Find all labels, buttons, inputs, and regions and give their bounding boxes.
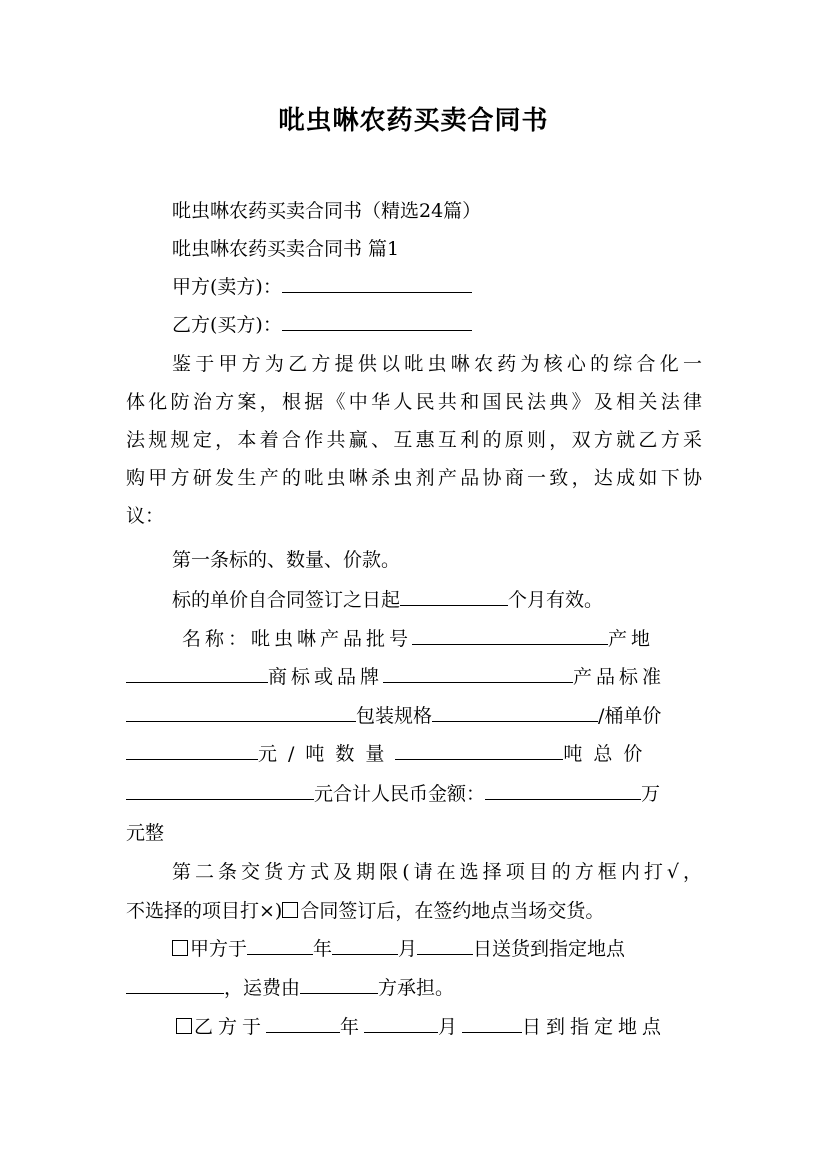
option-a-month: 月 [398, 938, 418, 960]
product-line-3 [126, 697, 702, 735]
product-line-5 [126, 775, 702, 813]
rmb-label: 元合计人民币金额： [314, 783, 486, 805]
origin-label: 产地 [608, 628, 655, 650]
origin-blank [126, 662, 268, 683]
product-line-1 [126, 620, 702, 658]
party-a-label: 甲方(卖方)： [172, 276, 282, 298]
checkbox-option-b[interactable] [176, 1018, 192, 1034]
option-b-year: 年 [340, 1016, 365, 1038]
checkbox-onsite-delivery[interactable] [282, 902, 298, 918]
option-a-freight-line [126, 969, 702, 1007]
product-name-label: 名称：吡虫啉产品批号 [182, 628, 413, 650]
party-b-label: 乙方(买方)： [172, 314, 282, 336]
per-ton-label: 元/吨数量 [258, 743, 396, 765]
validity-months-blank [400, 585, 508, 606]
unit-price-blank [126, 739, 258, 760]
rmb-amount-blank [485, 779, 641, 800]
unit-price-label: /桶单价 [598, 705, 662, 727]
intro-line-1: 鉴于甲方为乙方提供以吡虫啉农药为核心的综合化一 [172, 353, 702, 375]
article2-line-1: 第二条交货方式及期限(请在选择项目的方框内打√， [172, 861, 702, 883]
wan-label: 万 [641, 783, 661, 805]
standard-blank [126, 701, 356, 722]
validity-prefix: 标的单价自合同签订之日起 [172, 589, 401, 611]
option-a-location-blank [126, 973, 224, 994]
option-a-freight-suffix: 方承担。 [378, 977, 455, 999]
intro-line-5: 议： [126, 505, 165, 527]
checkbox-option-a[interactable] [172, 940, 188, 956]
option-a-month-blank [332, 934, 398, 955]
option-b-day-suffix: 日到指定地点 [522, 1016, 667, 1038]
intro-line-3: 法规规定，本着合作共赢、互惠互利的原则，双方就乙方采 [126, 429, 702, 451]
option-a-day-blank [417, 934, 473, 955]
option-a-year-blank [247, 934, 313, 955]
option-a-year: 年 [313, 938, 333, 960]
brand-blank [383, 662, 573, 683]
article1-heading: 第一条标的、数量、价款。 [172, 549, 401, 571]
article2-line2-suffix: 合同签订后，在签约地点当场交货。 [300, 900, 605, 922]
package-blank [432, 701, 598, 722]
party-a-line [126, 268, 702, 306]
validity-suffix: 个月有效。 [508, 589, 604, 611]
option-b-party: 乙方于 [194, 1016, 267, 1038]
validity-line [126, 581, 702, 619]
document-subtitle: 吡虫啉农药买卖合同书（精选24篇） [172, 200, 482, 222]
section-heading: 吡虫啉农药买卖合同书 篇1 [172, 238, 400, 260]
party-a-blank [282, 272, 472, 293]
package-label: 包装规格 [356, 705, 433, 727]
quantity-blank [395, 739, 563, 760]
batch-number-blank [412, 624, 608, 645]
total-price-blank [126, 779, 314, 800]
option-b-line [126, 1008, 702, 1046]
party-b-blank [282, 310, 472, 331]
product-line-2 [126, 658, 702, 696]
option-a-party: 甲方于 [190, 938, 248, 960]
option-a-freight-blank [300, 973, 378, 994]
option-b-month-blank [364, 1012, 438, 1033]
party-b-line [126, 306, 702, 344]
total-label: 吨总价 [563, 743, 654, 765]
article2-line2-prefix: 不选择的项目打×) [126, 900, 283, 922]
intro-line-2: 体化防治方案，根据《中华人民共和国民法典》及相关法律 [126, 391, 702, 413]
product-line-4 [126, 735, 702, 773]
option-b-month: 月 [438, 1016, 463, 1038]
brand-label: 商标或品牌 [268, 666, 384, 688]
option-b-year-blank [266, 1012, 340, 1033]
document-title: 吡虫啉农药买卖合同书 [278, 106, 549, 136]
option-a-day-suffix: 日送货到指定地点 [473, 938, 626, 960]
standard-label: 产品标准 [573, 666, 666, 688]
option-a-freight-prefix: ，运费由 [224, 977, 301, 999]
article2-line-2 [126, 892, 702, 930]
option-a-line [126, 930, 702, 968]
option-b-day-blank [462, 1012, 522, 1033]
product-line-6: 元整 [126, 822, 165, 844]
intro-line-4: 购甲方研发生产的吡虫啉杀虫剂产品协商一致，达成如下协 [126, 467, 702, 489]
